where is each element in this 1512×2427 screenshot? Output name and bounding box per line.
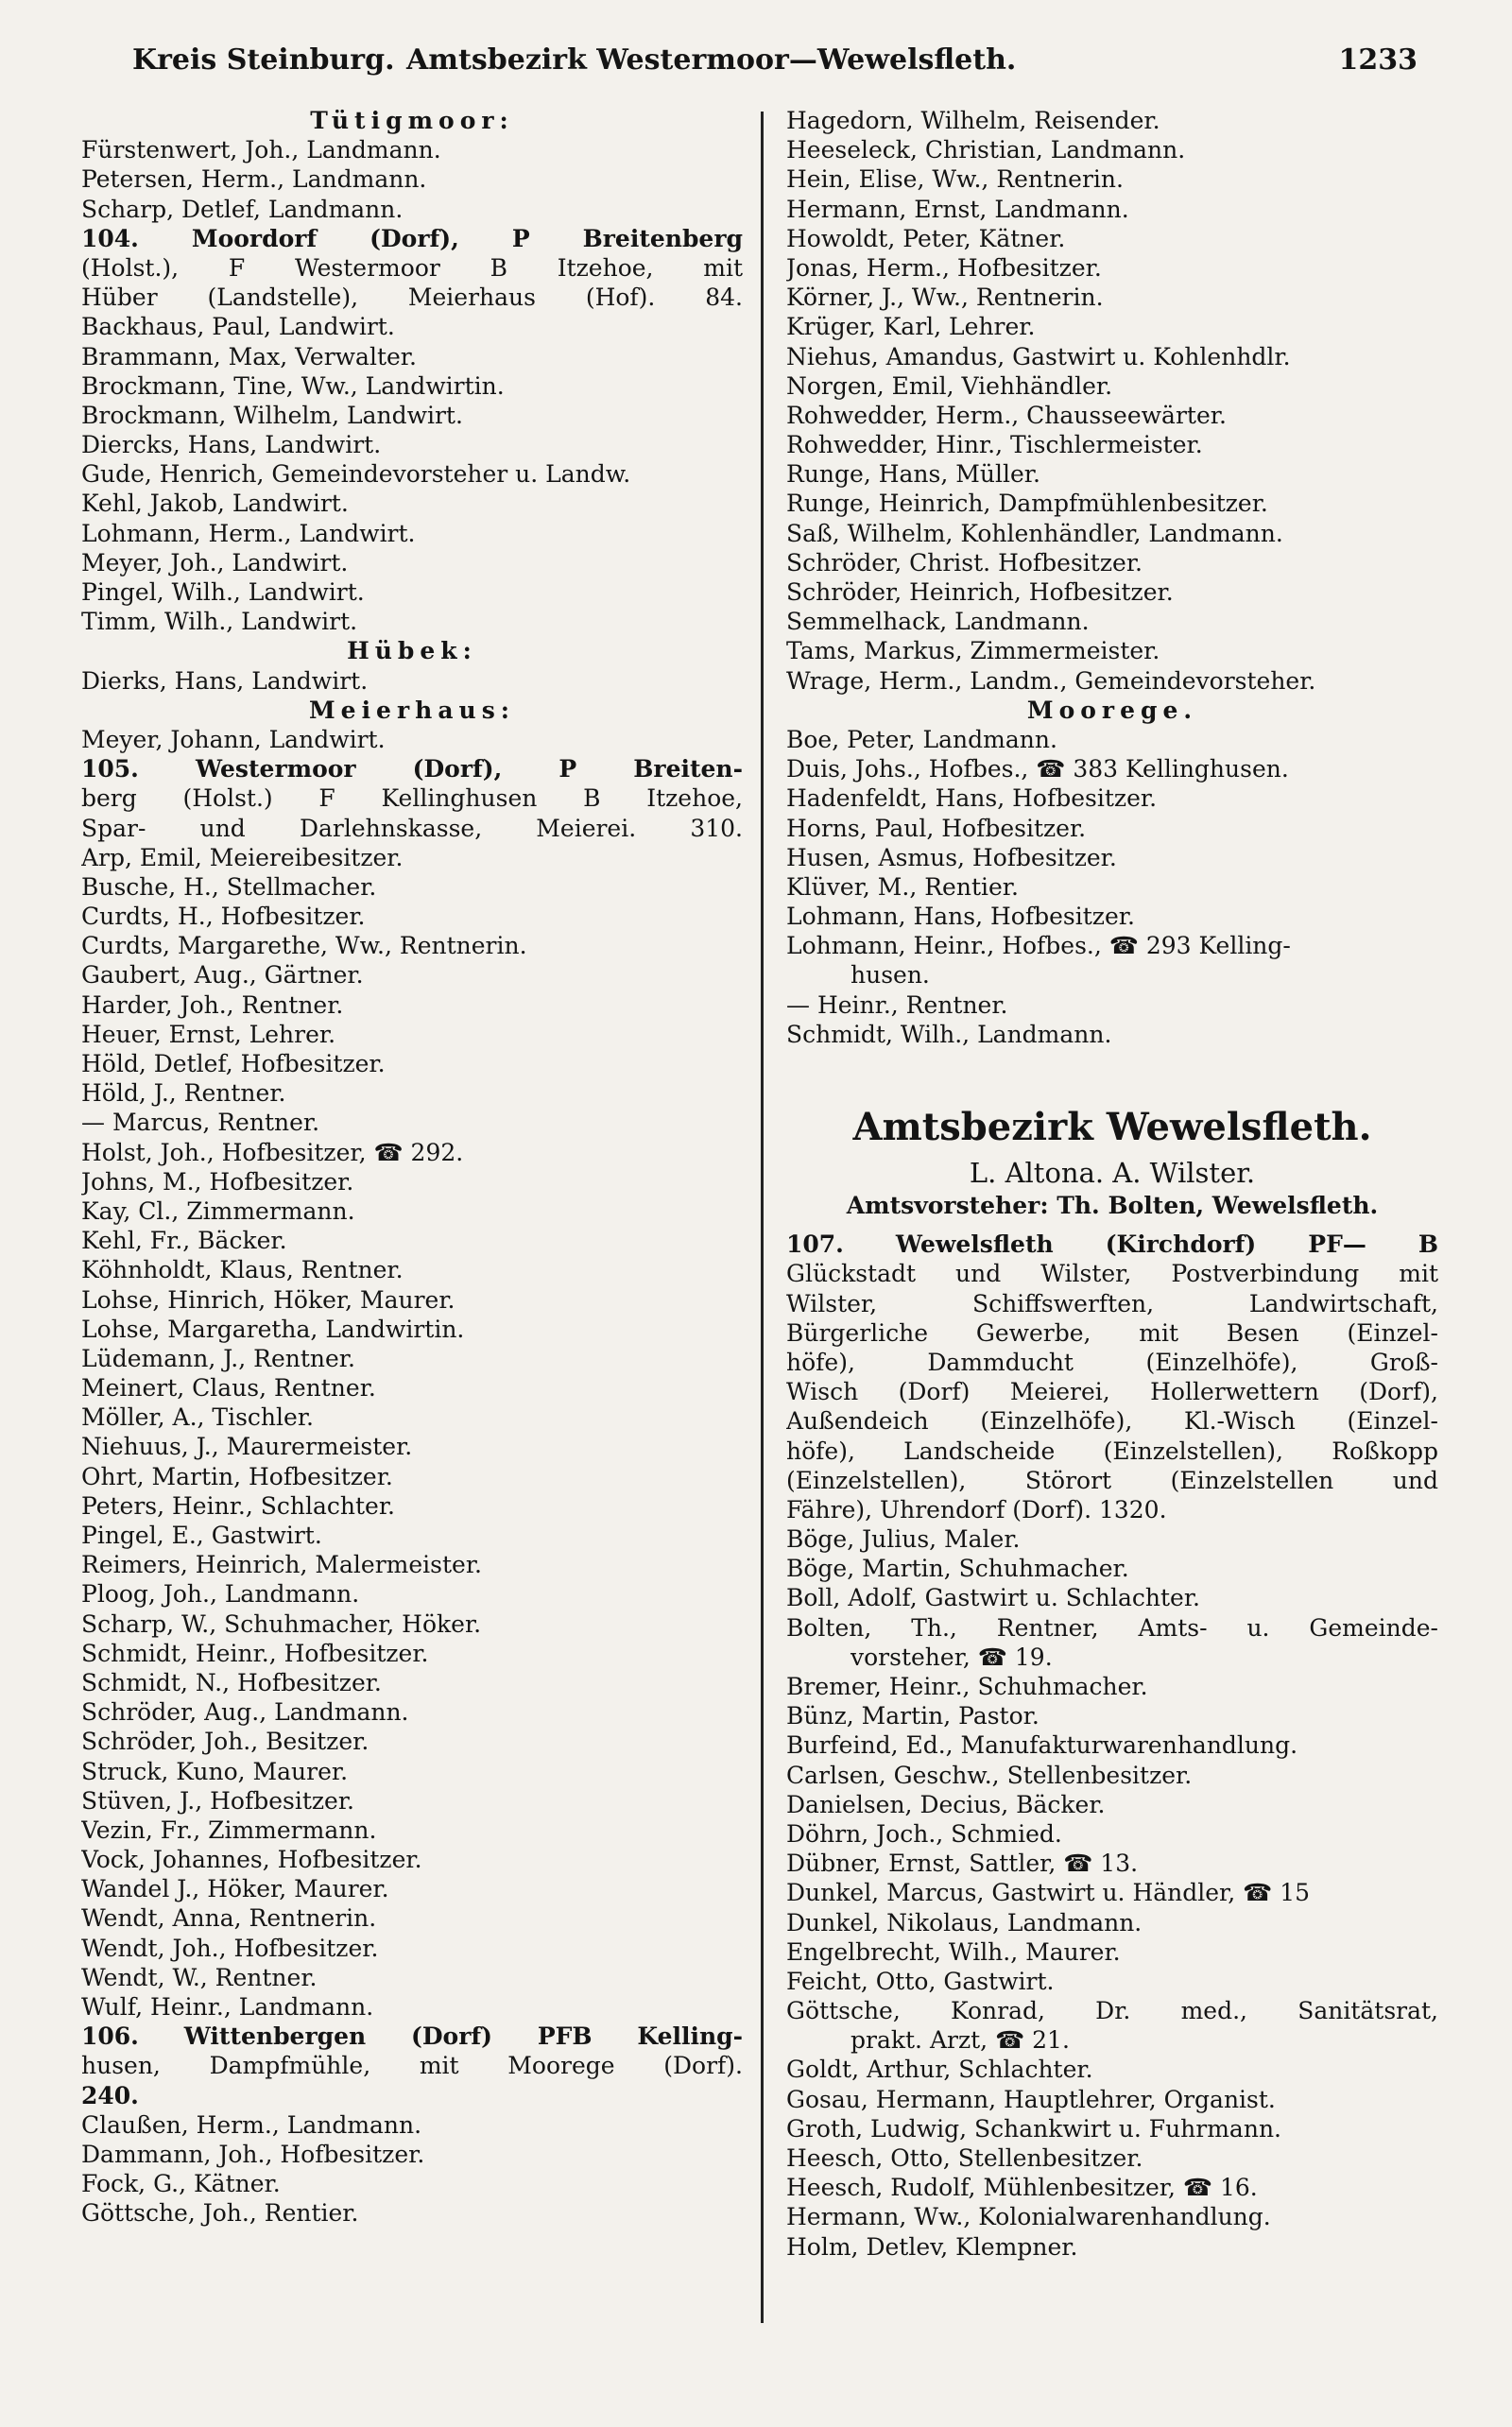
right-column-bottom: [786, 1230, 1438, 2262]
list-item: Tams, Markus, Zimmermeister.: [786, 637, 1160, 665]
list-item: Dunkel, Nikolaus, Landmann.: [786, 1908, 1143, 1936]
list-item: Meyer, Joh., Landwirt.: [81, 548, 349, 577]
list-item: Göttsche, Joh., Rentier.: [81, 2199, 359, 2228]
list-item: Brammann, Max, Verwalter.: [81, 342, 417, 370]
list-item: Kehl, Jakob, Landwirt.: [81, 490, 349, 518]
list-item: Schmidt, N., Hofbesitzer.: [81, 1668, 382, 1696]
list-item: berg (Holst.) F Kellinghusen B Itzehoe,: [81, 784, 743, 813]
list-item: Curdts, H., Hofbesitzer.: [81, 903, 366, 931]
list-item: Goldt, Arthur, Schlachter.: [786, 2056, 1093, 2084]
list-item: Dierks, Hans, Landwirt.: [81, 666, 369, 695]
list-item: Niehuus, J., Maurermeister.: [81, 1433, 413, 1461]
list-item: Pingel, E., Gastwirt.: [81, 1522, 322, 1549]
list-item: Kay, Cl., Zimmermann.: [81, 1196, 355, 1225]
locality-heading: Meierhaus:: [308, 696, 515, 724]
list-item: höfe), Dammducht (Einzelhöfe), Groß-: [786, 1348, 1438, 1376]
list-item: Stüven, J., Hofbesitzer.: [81, 1786, 355, 1815]
list-item: Lohse, Margaretha, Landwirtin.: [81, 1315, 465, 1343]
list-item: Meinert, Claus, Rentner.: [81, 1374, 376, 1403]
list-item: Vezin, Fr., Zimmermann.: [81, 1816, 377, 1844]
list-item: höfe), Landscheide (Einzelstellen), Roßkopp: [786, 1437, 1438, 1465]
list-item: (Holst.), F Westermoor B Itzehoe, mit: [81, 253, 743, 282]
list-item: Hagedorn, Wilhelm, Reisender.: [786, 107, 1160, 134]
list-item: Gaubert, Aug., Gärtner.: [81, 961, 364, 990]
list-item: Köhnholdt, Klaus, Rentner.: [81, 1256, 404, 1284]
list-item: Timm, Wilh., Landwirt.: [81, 608, 358, 636]
list-item: Dammann, Joh., Hofbesitzer.: [81, 2140, 425, 2168]
list-item: Körner, J., Ww., Rentnerin.: [786, 284, 1104, 312]
list-item: Boe, Peter, Landmann.: [786, 725, 1057, 753]
list-item: Holm, Detlev, Klempner.: [786, 2232, 1078, 2261]
list-item: (Einzelstellen), Störort (Einzelstellen und: [786, 1466, 1438, 1494]
list-item: Lohse, Hinrich, Höker, Maurer.: [81, 1285, 455, 1314]
list-item: Dunkel, Marcus, Gastwirt u. Händler, ☎ 15: [786, 1879, 1311, 1907]
list-item: Lohmann, Hans, Hofbesitzer.: [786, 903, 1135, 931]
list-item: Wisch (Dorf) Meierei, Hollerwettern (Dorf),: [786, 1378, 1438, 1406]
list-item: Feicht, Otto, Gastwirt.: [786, 1967, 1055, 1995]
list-item: Burfeind, Ed., Manufakturwarenhandlung.: [786, 1731, 1298, 1760]
list-item: Niehus, Amandus, Gastwirt u. Kohlenhdlr.: [786, 342, 1291, 370]
list-item: — Heinr., Rentner.: [786, 990, 1008, 1019]
place-entry-heading: 107. Wewelsfleth (Kirchdorf) PF— B: [786, 1231, 1438, 1259]
list-item: Peters, Heinr., Schlachter.: [81, 1491, 395, 1520]
section-title: Amtsbezirk Wewelsfleth.: [852, 1105, 1372, 1149]
list-item: Wandel J., Höker, Maurer.: [81, 1875, 389, 1903]
list-item: Scharp, W., Schuhmacher, Höker.: [81, 1609, 482, 1638]
list-item: Duis, Johs., Hofbes., ☎ 383 Kellinghusen.: [786, 755, 1289, 783]
list-item: Klüver, M., Rentier.: [786, 872, 1019, 901]
list-item: husen, Dampfmühle, mit Moorege (Dorf).: [81, 2052, 743, 2080]
list-item: Göttsche, Konrad, Dr. med., Sanitätsrat,: [786, 1997, 1438, 2025]
list-item: Heesch, Otto, Stellenbesitzer.: [786, 2144, 1143, 2172]
left-column: [81, 106, 743, 2229]
list-item: prakt. Arzt, ☎ 21.: [850, 2026, 1070, 2055]
list-item: Holst, Joh., Hofbesitzer, ☎ 292.: [81, 1138, 464, 1166]
list-item: Schröder, Christ. Hofbesitzer.: [786, 548, 1143, 577]
list-item: Backhaus, Paul, Landwirt.: [81, 313, 395, 341]
list-item: Böge, Martin, Schuhmacher.: [786, 1555, 1129, 1583]
list-item: Ohrt, Martin, Hofbesitzer.: [81, 1462, 393, 1490]
place-entry-heading: 104. Moordorf (Dorf), P Breitenberg: [81, 224, 743, 252]
list-item: — Marcus, Rentner.: [81, 1109, 320, 1137]
header-title: Amtsbezirk Westermoor—Wewelsfleth.: [406, 43, 1017, 77]
list-item: Saß, Wilhelm, Kohlenhändler, Landmann.: [786, 519, 1283, 547]
list-item: Brockmann, Wilhelm, Landwirt.: [81, 401, 463, 429]
list-item: Jonas, Herm., Hofbesitzer.: [786, 253, 1102, 282]
list-item: Brockmann, Tine, Ww., Landwirtin.: [81, 371, 505, 400]
list-item: Runge, Heinrich, Dampfmühlenbesitzer.: [786, 490, 1268, 518]
list-item: Hermann, Ww., Kolonialwarenhandlung.: [786, 2203, 1271, 2231]
list-item: Glückstadt und Wilster, Postverbindung mit: [786, 1260, 1438, 1288]
locality-heading: Tütigmoor:: [310, 107, 514, 134]
list-item: Rohwedder, Herm., Chausseewärter.: [786, 401, 1227, 429]
list-item: Fürstenwert, Joh., Landmann.: [81, 136, 441, 164]
list-item: Gude, Henrich, Gemeindevorsteher u. Landw.: [81, 460, 631, 489]
list-item: Spar- und Darlehnskasse, Meierei. 310.: [81, 814, 743, 842]
list-item: Hermann, Ernst, Landmann.: [786, 195, 1129, 223]
list-item: Pingel, Wilh., Landwirt.: [81, 578, 365, 606]
list-item: Harder, Joh., Rentner.: [81, 990, 344, 1019]
list-item: Wendt, Anna, Rentnerin.: [81, 1904, 377, 1933]
right-column: [786, 106, 1438, 2262]
list-item: Bünz, Martin, Pastor.: [786, 1702, 1040, 1730]
list-item: Scharp, Detlef, Landmann.: [81, 195, 404, 223]
list-item: Bürgerliche Gewerbe, mit Besen (Einzel-: [786, 1318, 1438, 1347]
list-item: Engelbrecht, Wilh., Maurer.: [786, 1937, 1121, 1966]
list-item: Schmidt, Heinr., Hofbesitzer.: [81, 1639, 429, 1667]
list-item: Außendeich (Einzelhöfe), Kl.-Wisch (Einzel-: [786, 1407, 1438, 1436]
list-item: Hadenfeldt, Hans, Hofbesitzer.: [786, 784, 1158, 813]
list-item: Claußen, Herm., Landmann.: [81, 2110, 422, 2139]
section-official: Amtsvorsteher: Th. Bolten, Wewelsfleth.: [846, 1192, 1379, 1219]
list-item: Howoldt, Peter, Kätner.: [786, 224, 1066, 252]
list-item: Struck, Kuno, Maurer.: [81, 1757, 349, 1785]
list-item: Bremer, Heinr., Schuhmacher.: [786, 1673, 1148, 1700]
list-item: Lohmann, Heinr., Hofbes., ☎ 293 Kelling-: [786, 932, 1291, 960]
list-item: Dübner, Ernst, Sattler, ☎ 13.: [786, 1850, 1139, 1878]
list-item: Kehl, Fr., Bäcker.: [81, 1227, 287, 1255]
list-item: Diercks, Hans, Landwirt.: [81, 431, 382, 459]
list-item: Rohwedder, Hinr., Tischlermeister.: [786, 431, 1203, 459]
list-item: Heesch, Rudolf, Mühlenbesitzer, ☎ 16.: [786, 2174, 1258, 2202]
place-entry-heading: 105. Westermoor (Dorf), P Breiten-: [81, 755, 743, 783]
list-item: Böge, Julius, Maler.: [786, 1525, 1021, 1554]
list-item: Wrage, Herm., Landm., Gemeindevorsteher.: [786, 666, 1316, 695]
list-item: Horns, Paul, Hofbesitzer.: [786, 814, 1087, 842]
list-item: Bolten, Th., Rentner, Amts- u. Gemeinde-: [786, 1613, 1438, 1642]
list-item: Petersen, Herm., Landmann.: [81, 165, 427, 194]
list-item: Ploog, Joh., Landmann.: [81, 1580, 360, 1609]
place-entry-heading: 240.: [81, 2081, 139, 2109]
list-item: Höld, J., Rentner.: [81, 1079, 286, 1108]
column-divider: [761, 112, 764, 2323]
list-item: Carlsen, Geschw., Stellenbesitzer.: [786, 1761, 1193, 1789]
list-item: Schmidt, Wilh., Landmann.: [786, 1020, 1112, 1048]
list-item: Schröder, Aug., Landmann.: [81, 1698, 409, 1727]
list-item: Wilster, Schiffswerften, Landwirtschaft,: [786, 1289, 1438, 1317]
list-item: Semmelhack, Landmann.: [786, 608, 1090, 636]
list-item: Johns, M., Hofbesitzer.: [81, 1167, 354, 1196]
list-item: husen.: [850, 961, 930, 990]
list-item: Krüger, Karl, Lehrer.: [786, 313, 1036, 341]
header-district: Kreis Steinburg.: [132, 43, 395, 77]
right-column-top: [786, 106, 1438, 1049]
list-item: Hüber (Landstelle), Meierhaus (Hof). 84.: [81, 284, 743, 312]
list-item: Runge, Hans, Müller.: [786, 460, 1040, 489]
list-item: Vock, Johannes, Hofbesitzer.: [81, 1846, 422, 1874]
list-item: Gosau, Hermann, Hauptlehrer, Organist.: [786, 2085, 1276, 2113]
page-header: [132, 43, 1418, 91]
list-item: Wulf, Heinr., Landmann.: [81, 1993, 374, 2021]
list-item: Döhrn, Joch., Schmied.: [786, 1819, 1062, 1848]
place-entry-heading: 106. Wittenbergen (Dorf) PFB Kelling-: [81, 2022, 743, 2051]
list-item: Schröder, Joh., Besitzer.: [81, 1728, 369, 1756]
list-item: Heeseleck, Christian, Landmann.: [786, 136, 1186, 164]
list-item: Curdts, Margarethe, Ww., Rentnerin.: [81, 932, 527, 960]
list-item: Lohmann, Herm., Landwirt.: [81, 519, 416, 547]
locality-heading: Hübek:: [347, 637, 477, 665]
list-item: Meyer, Johann, Landwirt.: [81, 725, 386, 753]
list-item: Fähre), Uhrendorf (Dorf). 1320.: [786, 1495, 1167, 1523]
section-subtitle: L. Altona. A. Wilster.: [969, 1157, 1256, 1189]
list-item: vorsteher, ☎ 19.: [850, 1643, 1053, 1671]
list-item: Fock, G., Kätner.: [81, 2170, 281, 2198]
list-item: Lüdemann, J., Rentner.: [81, 1344, 355, 1372]
list-item: Busche, H., Stellmacher.: [81, 872, 377, 901]
list-item: Heuer, Ernst, Lehrer.: [81, 1020, 336, 1048]
locality-heading: Moorege.: [1026, 696, 1198, 724]
list-item: Höld, Detlef, Hofbesitzer.: [81, 1050, 386, 1077]
list-item: Danielsen, Decius, Bäcker.: [786, 1790, 1106, 1818]
page-number: 1233: [1338, 43, 1418, 77]
list-item: Wendt, Joh., Hofbesitzer.: [81, 1934, 379, 1962]
list-item: Norgen, Emil, Viehhändler.: [786, 371, 1113, 400]
list-item: Möller, A., Tischler.: [81, 1403, 314, 1432]
list-item: Arp, Emil, Meiereibesitzer.: [81, 843, 404, 871]
list-item: Hein, Elise, Ww., Rentnerin.: [786, 165, 1124, 194]
list-item: Boll, Adolf, Gastwirt u. Schlachter.: [786, 1584, 1200, 1612]
list-item: Schröder, Heinrich, Hofbesitzer.: [786, 578, 1174, 606]
list-item: Husen, Asmus, Hofbesitzer.: [786, 843, 1117, 871]
list-item: Groth, Ludwig, Schankwirt u. Fuhrmann.: [786, 2114, 1281, 2143]
list-item: Wendt, W., Rentner.: [81, 1963, 318, 1991]
list-item: Reimers, Heinrich, Malermeister.: [81, 1551, 482, 1579]
